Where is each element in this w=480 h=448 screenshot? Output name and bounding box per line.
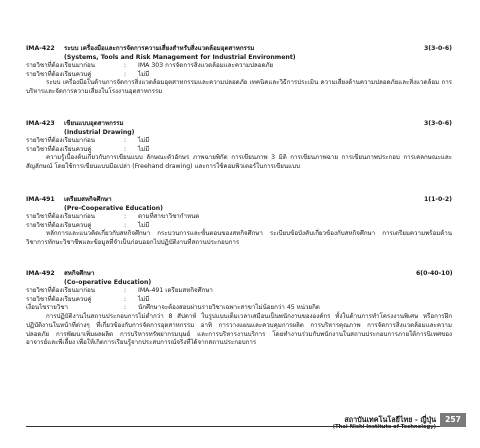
course-title-th: ระบบ เครื่องมือและการจัดการความเสี่ยงสำหรับสิ่งแวดล้อมอุตสาหกรรม xyxy=(64,45,255,52)
course-ima-491 xyxy=(26,196,452,248)
course-code: IMA-492 xyxy=(26,270,55,277)
prerequisite-row: รายวิชาที่ต้องเรียนมาก่อน : ตามที่สาขาวิชากำหนด xyxy=(26,213,200,221)
institute-name-th: สถาบันเทคโนโลยีไทย - ญี่ปุ่น xyxy=(344,415,436,424)
page-number: 257 xyxy=(440,413,466,427)
corequisite-row: รายวิชาที่ต้องเรียนควบคู่ : ไม่มี xyxy=(26,145,150,153)
course-ima-422 xyxy=(26,45,452,97)
course-title-en: (Pre-Cooperative Education) xyxy=(64,204,164,212)
course-code: IMA-491 xyxy=(26,196,55,203)
course-condition-row: เงื่อนไขรายวิชา : นักศึกษาจะต้องสอบผ่านรายวิชาเฉพาะสาขาไม่น้อยกว่า 45 หน่วยกิต xyxy=(26,304,320,312)
course-title-th: สหกิจศึกษา xyxy=(64,270,95,277)
corequisite-row: รายวิชาที่ต้องเรียนควบคู่ : ไม่มี xyxy=(26,295,150,303)
course-description: ความรู้เบื้องต้นเกี่ยวกับการเขียนแบบ ลักษณะตัวอักษร ภาพฉายพิกัด การเขียนภาพ 3 มิติ การเขียนภาพฉาย การเขียนภาพประกอบ การเคลกษณะและสัญลักษณ์ โดยใช้การเขียนแบบมือเปล่า (Freehand drawing) และการใช้คอมพิวเตอร์ในการเขียนแบบ xyxy=(26,154,452,171)
course-title-th: เตรียมสหกิจศึกษา xyxy=(64,196,112,203)
course-description: การปฏิบัติงานในสถานประกอบการไม่ต่ำกว่า 8 สัปดาห์ ในรูปแบบเต็มเวลาเสมือนเป็นพนักงานขององค์กร ทั้งในด้านการทำโครงงานพิเศษ หรือการฝึกปฏิบัติงานในหน้าที่ต่างๆ ที่เกี่ยวข้องกับการจัดการอุตสาหกรรม อาทิ การวางแผนและควบคุมการผลิต การบริหารคุณภาพ การจัดการสิ่งแวดล้อมและความปลอดภัย การพัฒนาเพิ่มผลผลิต การบริหารทรัพยากรมนุษย์ และการบริหารงานบริการ โดยทำงานร่วมกับพนักงานในสถานประกอบการภายใต้การนิเทศของอาจารย์และพี่เลี้ยง เพื่อให้เกิดการเรียนรู้จากประสบการณ์จริงที่ได้จากสถานประกอบการ xyxy=(26,312,452,347)
course-ima-423 xyxy=(26,120,452,172)
course-code: IMA-423 xyxy=(26,120,55,127)
corequisite-row: รายวิชาที่ต้องเรียนควบคู่ : ไม่มี xyxy=(26,221,150,229)
prerequisite-row: รายวิชาที่ต้องเรียนมาก่อน : IMA 303 การจัดการสิ่งแวดล้อมและความปลอดภัย xyxy=(26,62,274,70)
course-description: หลักการและแนวคิดเกี่ยวกับสหกิจศึกษา กระบวนการและขั้นตอนของสหกิจศึกษา ระเบียบข้อบังคับเกี่ยวข้องกับสหกิจศึกษา การเตรียมความพร้อมด้านวิชาการทักษะวิชาชีพและข้อมูลที่จำเป็นก่อนออกไปปฏิบัติงานที่สถานประกอบการ xyxy=(26,230,452,247)
course-description: ระบบ เครื่องมือในด้านการจัดการสิ่งแวดล้อมอุตสาหกรรมและความปลอดภัย เทคนิคและวิธีการประเมิน ความเสี่ยงด้านความปลอดภัยและสิ่งแวดล้อม การบริหารและจัดการความเสี่ยงในโรงงานอุตสาหกรรม xyxy=(26,79,452,96)
footer-divider xyxy=(26,426,454,427)
footer-institute xyxy=(333,415,436,431)
course-credits: 3(3-0-6) xyxy=(423,120,452,127)
course-code: IMA-422 xyxy=(26,45,55,52)
course-title-th: เขียนแบบอุตสาหกรรม xyxy=(64,120,124,127)
prerequisite-row: รายวิชาที่ต้องเรียนมาก่อน : IMA-491 เตรียมสหกิจศึกษา xyxy=(26,287,213,295)
course-ima-492 xyxy=(26,270,452,348)
course-title-en: (Systems, Tools and Risk Management for Industrial Environment) xyxy=(64,53,296,61)
course-title-en: (Industrial Drawing) xyxy=(64,128,135,136)
course-credits: 6(0-40-10) xyxy=(416,270,453,277)
course-credits: 3(3-0-6) xyxy=(423,45,452,52)
course-credits: 1(1-0-2) xyxy=(423,196,452,203)
course-title-en: (Co-operative Education) xyxy=(64,278,152,286)
institute-name-en: (Thai-Nichi Institute of Technology) xyxy=(332,424,436,430)
prerequisite-row: รายวิชาที่ต้องเรียนมาก่อน : ไม่มี xyxy=(26,137,150,145)
corequisite-row: รายวิชาที่ต้องเรียนควบคู่ : ไม่มี xyxy=(26,70,150,78)
